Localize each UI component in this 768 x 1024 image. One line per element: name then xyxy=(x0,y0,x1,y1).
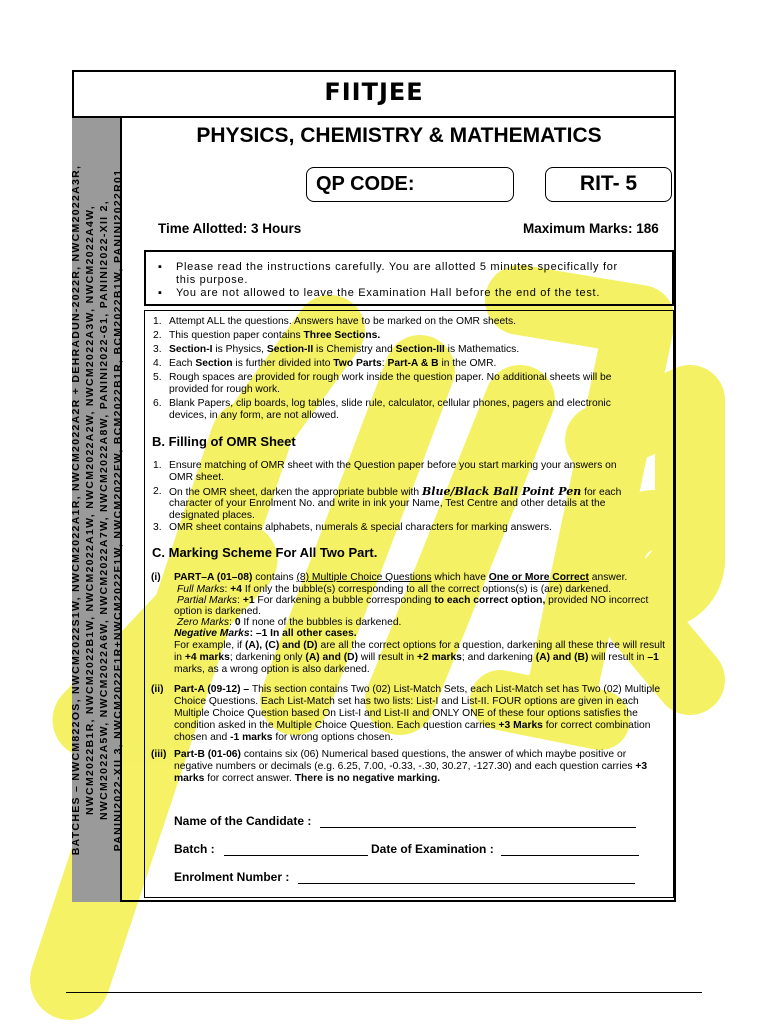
list-number: 2. xyxy=(153,330,162,341)
list-number: 2. xyxy=(153,486,162,497)
batches-text xyxy=(69,125,125,895)
marking-item: Part-A (09-12) – This section contains Two (02) List-Match Sets, each List-Match set has Two (02) Multiple xyxy=(174,684,661,695)
list-number: 1. xyxy=(153,316,162,327)
batches-line: PANINI2022-XII 3, NWCM2022F1R+NWCM2022F1W, NWCM2022FW, BCM2022B1R, BCM2022B1W, PANINI2022R01 xyxy=(112,168,124,852)
omr-item: designated places. xyxy=(169,510,255,521)
list-number: 3. xyxy=(153,522,162,533)
notice-text: this purpose. xyxy=(176,274,249,286)
paper-title: PHYSICS, CHEMISTRY & MATHEMATICS xyxy=(196,124,602,147)
instruction-item: Blank Papers, clip boards, log tables, slide rule, calculator, cellular phones, pagers and electronic xyxy=(169,398,611,409)
marking-item: marks, as a wrong option is also darkened. xyxy=(174,664,370,675)
omr-item: OMR sheet. xyxy=(169,472,224,483)
footer-rule xyxy=(66,992,702,993)
enrolment-field[interactable] xyxy=(298,883,635,884)
marking-item: chosen and -1 marks for wrong options chosen. xyxy=(174,732,394,743)
instruction-item: This question paper contains Three Sections. xyxy=(169,330,381,341)
instruction-item: Rough spaces are provided for rough work inside the question paper. No additional sheets will be xyxy=(169,372,612,383)
omr-item: character of your Enrolment No. and write in ink your Name, Test Centre and other details at the xyxy=(169,498,606,509)
time-allotted: Time Allotted: 3 Hours xyxy=(158,221,302,236)
batches-line: BATCHES – NWCM822OS, NWCM2022S1W, NWCM2022A1R, NWCM2022A2R + DEHRADUN-2022R, NWCM2022A3R, xyxy=(70,164,82,856)
marking-item: negative numbers or decimals (e.g. 6.25, 7.00, -0.33, -.30, 30.27, -127.30) and each question carries +3 xyxy=(174,761,648,772)
instruction-item: provided for rough work. xyxy=(169,384,281,395)
candidate-name-field[interactable] xyxy=(320,827,636,828)
batch-field[interactable] xyxy=(224,855,368,856)
rit-code-box: RIT- 5 xyxy=(545,167,672,202)
exam-date-label: Date of Examination : xyxy=(371,842,494,856)
batches-sidebar xyxy=(72,118,122,902)
marking-item: Part-B (01-06) contains six (06) Numerical based questions, the answer of which maybe positive or xyxy=(174,749,627,760)
batches-line: NWCM2022A5W, NWCM2022A6W, NWCM2022A7W, NWCM2022A8W, PANINI2022-G1, PANINI2022-XII 2, xyxy=(98,200,110,820)
instruction-item: Section-I is Physics, Section-II is Chemistry and Section-III is Mathematics. xyxy=(169,344,520,355)
fiitjee-logo: FIITJEE xyxy=(324,78,424,106)
bullet-icon: ▪ xyxy=(158,261,163,273)
marking-item: Partial Marks: +1 For darkening a bubble corresponding to each correct option, provided NO incorrect xyxy=(177,595,649,606)
marking-item: condition asked in the Multiple Choice Question. Each question carries +3 Marks for correct combination xyxy=(174,720,651,731)
marking-heading: C. Marking Scheme For All Two Part. xyxy=(152,545,378,560)
batch-label: Batch : xyxy=(174,842,215,856)
roman-number: (iii) xyxy=(151,749,167,760)
marking-item: Zero Marks: 0 If none of the bubbles is darkened. xyxy=(177,617,402,628)
marking-item: Choice Questions. Each List-Match set has two lists: List-I and List-II. FOUR options are given in each xyxy=(174,696,639,707)
maximum-marks: Maximum Marks: 186 xyxy=(523,221,659,236)
batches-line: NWCM2022B1R, NWCM2022B1W, NWCM2022A1W, NWCM2022A2W, NWCM2022A3W, NWCM2022A4W, xyxy=(84,204,96,816)
instruction-item: Attempt ALL the questions. Answers have to be marked on the OMR sheets. xyxy=(169,316,517,327)
exam-date-field[interactable] xyxy=(501,855,639,856)
list-number: 5. xyxy=(153,372,162,383)
marking-item: Negative Marks: –1 In all other cases. xyxy=(174,628,357,639)
bullet-icon: ▪ xyxy=(158,287,163,299)
roman-number: (ii) xyxy=(151,684,164,695)
candidate-name-label: Name of the Candidate : xyxy=(174,814,312,828)
marking-item: For example, if (A), (C) and (D) are all the correct options for a question, darkening all these three will result xyxy=(174,640,666,651)
marking-item: Multiple Choice Question based On List-I and List-II and ONLY ONE of these four options satisfies the xyxy=(174,708,638,719)
omr-item: OMR sheet contains alphabets, numerals & special characters for marking answers. xyxy=(169,522,552,533)
notice-text: Please read the instructions carefully. You are allotted 5 minutes specifically for xyxy=(176,261,618,273)
marking-item: in +4 marks; darkening only (A) and (D) will result in +2 marks; and darkening (A) and (B) will result in –1 xyxy=(174,652,659,663)
list-number: 6. xyxy=(153,398,162,409)
enrolment-label: Enrolment Number : xyxy=(174,870,290,884)
omr-item: Ensure matching of OMR sheet with the Question paper before you start marking your answers on xyxy=(169,460,617,471)
notice-box xyxy=(144,250,674,306)
list-number: 3. xyxy=(153,344,162,355)
marking-item: option is darkened. xyxy=(174,606,262,617)
logo-bar xyxy=(72,70,676,118)
marking-item: PART–A (01–08) contains (8) Multiple Choice Questions which have One or More Correct answer. xyxy=(174,572,628,583)
marking-item: Full Marks: +4 If only the bubble(s) corresponding to all the correct options(s) is (are) darkened. xyxy=(177,584,612,595)
omr-item: On the OMR sheet, darken the appropriate bubble with Blue/Black Ball Point Pen for each xyxy=(169,485,622,498)
roman-number: (i) xyxy=(151,572,161,583)
list-number: 1. xyxy=(153,460,162,471)
notice-text: You are not allowed to leave the Examination Hall before the end of the test. xyxy=(176,287,601,299)
omr-heading: B. Filling of OMR Sheet xyxy=(152,434,296,449)
instruction-item: devices, in any form, are not allowed. xyxy=(169,410,339,421)
instructions-box xyxy=(144,310,674,898)
marking-item: marks for correct answer. There is no negative marking. xyxy=(174,773,441,784)
list-number: 4. xyxy=(153,358,162,369)
instruction-item: Each Section is further divided into Two Parts: Part-A & B in the OMR. xyxy=(169,358,497,369)
qp-code-box: QP CODE: xyxy=(306,167,514,202)
